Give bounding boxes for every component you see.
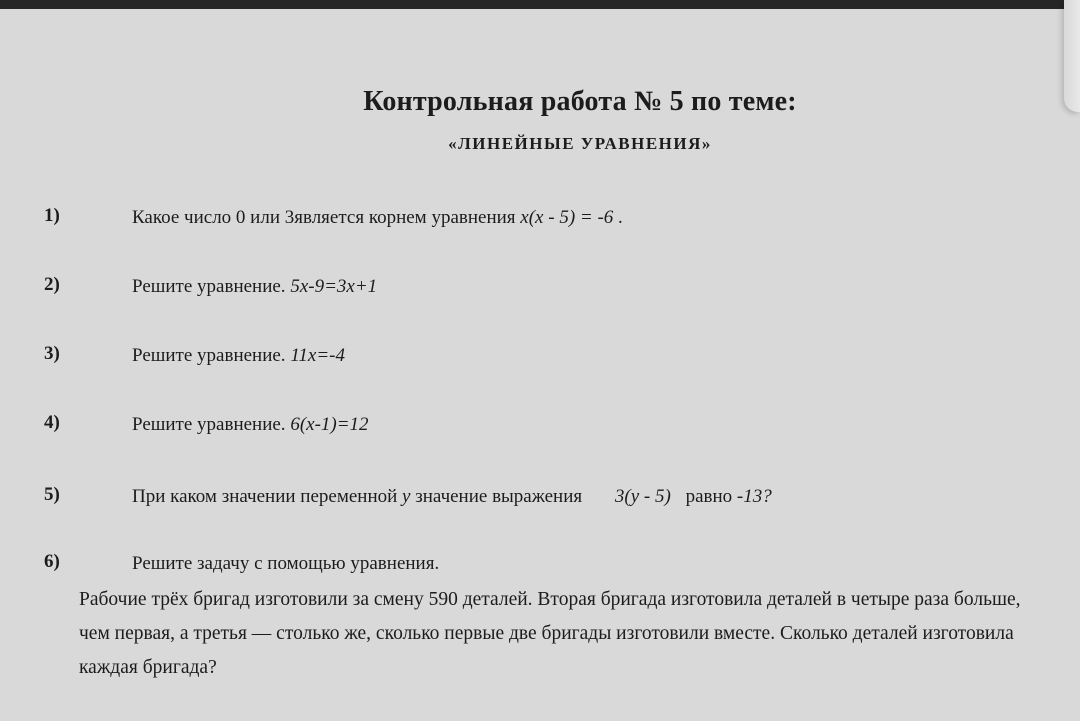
question-1 <box>132 207 623 229</box>
question-number: 5) <box>44 484 60 505</box>
question-number: 1) <box>44 205 60 226</box>
question-2 <box>132 276 377 298</box>
question-equation: 5x-9=3x+1 <box>290 276 378 297</box>
document-subtitle: «ЛИНЕЙНЫЕ УРАВНЕНИЯ» <box>448 134 712 153</box>
question-text: Какое число 0 или 3является корнем уравнения <box>132 207 516 228</box>
question-equation: x(x - 5) = -6 <box>520 207 614 228</box>
question-equation: 6(x-1)=12 <box>290 414 369 435</box>
question-suffix: . <box>618 207 623 228</box>
question-variable: y <box>402 486 411 507</box>
question-equation: 11x=-4 <box>290 345 345 366</box>
question-number: 4) <box>44 412 60 433</box>
top-bar <box>0 0 1080 9</box>
question-text-2: значение выражения <box>415 486 583 507</box>
question-number: 6) <box>44 551 60 572</box>
question-6 <box>132 553 439 575</box>
question-4 <box>132 414 369 436</box>
question-text: При каком значении переменной <box>132 486 398 507</box>
question-value: -13? <box>736 486 772 507</box>
question-text-3: равно <box>685 486 733 507</box>
question-5 <box>132 486 772 508</box>
document-title: Контрольная работа № 5 по теме: <box>363 86 797 117</box>
word-problem: Рабочие трёх бригад изготовили за смену 590 деталей. Вторая бригада изготовила деталей в четыре раза больше, чем первая, а третья — столько же, сколько первые две бригады изготовили вместе. Сколько деталей изготовила каждая бригада? <box>79 589 1021 678</box>
question-number: 3) <box>44 343 60 364</box>
question-3 <box>132 345 345 367</box>
question-text: Решите уравнение. <box>132 345 286 366</box>
question-text: Решите уравнение. <box>132 414 286 435</box>
question-text: Решите задачу с помощью уравнения. <box>132 553 440 574</box>
question-expression: 3(y - 5) <box>614 486 671 507</box>
question-text: Решите уравнение. <box>132 276 286 297</box>
question-number: 2) <box>44 274 60 295</box>
